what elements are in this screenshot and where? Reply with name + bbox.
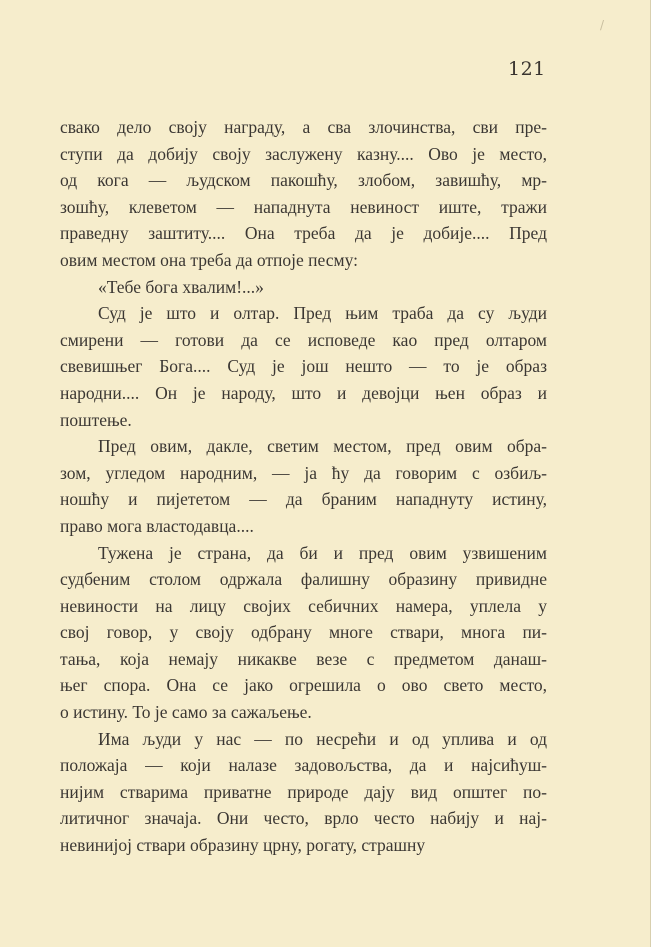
text-line: Тужена је страна, да би и пред овим узвишеним bbox=[98, 542, 547, 563]
text-line: тања, која немају никакве везе с предметом данаш- bbox=[60, 648, 547, 669]
text-line: овим местом она треба да отпоје песму: bbox=[60, 249, 358, 270]
text-line: зом, угледом народним, — ја ћу да говорим с озбиљ- bbox=[60, 462, 547, 483]
text-line: Има људи у нас — по несрећи и од уплива и од bbox=[98, 728, 547, 749]
text-line: зошћу, клеветом — нападнута невиност иште, тражи bbox=[60, 196, 547, 217]
paragraph bbox=[60, 274, 547, 301]
text-line: поштење. bbox=[60, 409, 132, 430]
paragraph bbox=[60, 300, 547, 433]
text-line: Пред овим, дакле, светим местом, пред овим обра- bbox=[98, 436, 547, 457]
text-line: смирени — готови да се исповеде као пред олтаром bbox=[60, 329, 547, 350]
paragraph bbox=[60, 726, 547, 859]
text-line: свако дело своју награду, а сва злочинства, сви пре- bbox=[60, 117, 547, 137]
text-line: право мога властодавца.... bbox=[60, 515, 254, 536]
text-line: ступи да добију своју заслужену казну.... Ово је место, bbox=[60, 143, 547, 164]
text-line: ношћу и пијететом — да браним нападнуту истину, bbox=[60, 489, 547, 510]
text-line: нијим стварима приватне природе дају вид општег по- bbox=[60, 781, 547, 802]
paragraph bbox=[60, 114, 547, 274]
text-line: невиности на лицу својих себичних намера, уплела у bbox=[60, 595, 547, 616]
page-number: 121 bbox=[508, 58, 546, 80]
text-line: од кога — људском пакошћу, злобом, завишћу, мр- bbox=[60, 170, 547, 191]
text-line: «Тебе бога хвалим!...» bbox=[98, 276, 264, 297]
paragraph bbox=[60, 433, 547, 539]
text-line: положаја — који налазе задовољства, да и најсићуш- bbox=[60, 755, 547, 776]
text-line: судбеним столом одржала фалишну образину привидне bbox=[60, 569, 547, 590]
body-text bbox=[60, 114, 547, 859]
paragraph bbox=[60, 540, 547, 726]
text-line: свој говор, у своју одбрану многе ствари, многа пи- bbox=[60, 622, 547, 643]
text-line: праведну заштиту.... Она треба да је добије.... Пред bbox=[60, 223, 547, 244]
text-line: невинијој ствари образину црну, рогату, страшну bbox=[60, 835, 426, 856]
text-line: литичног значаја. Они често, врло често набију и нај- bbox=[60, 808, 547, 829]
text-line: свевишњег Бога.... Суд је још нешто — то је образ bbox=[60, 356, 547, 377]
text-line: њег спора. Она се јако огрешила о ово свето место, bbox=[60, 675, 547, 696]
text-line: о истину. То је само за сажаљење. bbox=[60, 702, 312, 723]
paper-speck: / bbox=[600, 18, 605, 32]
text-line: народни.... Он је народу, што и девојци њен образ и bbox=[60, 382, 547, 403]
text-line: Суд је што и олтар. Пред њим траба да су људи bbox=[98, 303, 547, 324]
